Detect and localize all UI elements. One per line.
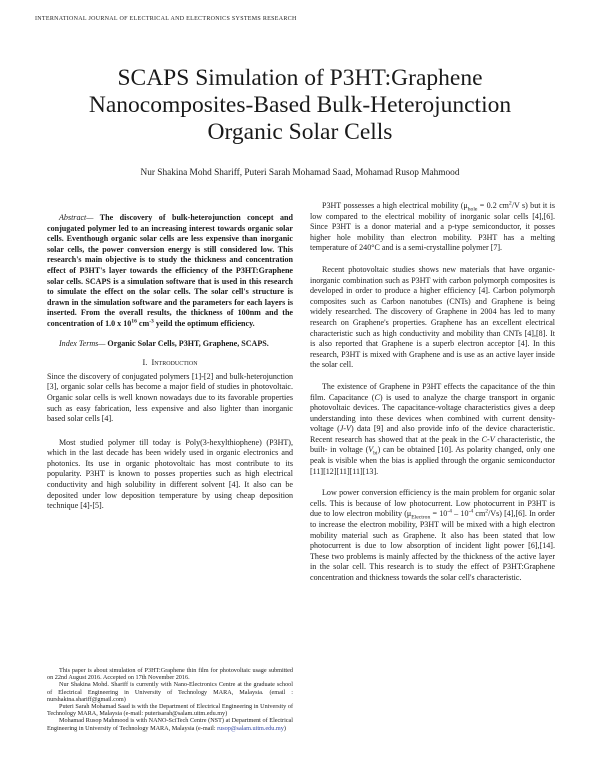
email-link[interactable]: rusop@salam.uitm.edu.my <box>217 724 284 732</box>
abstract-label: Abstract— <box>59 213 94 222</box>
text-run: /Vs) [4],[6]. In order to increase the electron mobility, P3HT will be mixed with a high electron mobility material such as Graphene. It also has been stated that low photocurrent is due to low absorption of incident light power [6],[14]. These two problems is mainly affected by the thickness of the active layer in the solar cell. This research is to study the effect of P3HT:Graphene concentration and thickness towards the solar cell's characteristic. <box>310 509 555 582</box>
body-paragraph <box>310 201 555 254</box>
footnotes <box>47 667 293 732</box>
text-run: – 10 <box>451 509 469 519</box>
intro-paragraph: Most studied polymer till today is Poly(3-hexylthiophene) (P3HT), which in the last decade has been widely used in organic electronics and photonics. Its use in organic photovoltaic has most contribute to its popularity. P3HT is known to posses properties such as high electrical conductivity and high solubility in different solvent [4]. It also can be deposited under low deposition temperature by using cheap deposition technique [4]-[5]. <box>47 437 293 511</box>
text-run: Low power conversion efficiency is the main problem for organic solar cells. This is because of low photocurrent. Low photocurrent in P3HT is due to low electron mobility (μ <box>310 488 555 519</box>
subscript: hole <box>467 206 478 213</box>
symbol: J-V <box>339 424 351 434</box>
index-terms-label: Index Terms— <box>59 338 106 348</box>
section-heading <box>47 358 293 369</box>
symbol: C-V <box>481 434 495 444</box>
text-run: ) is used to analyze the charge transport in organic photovoltaic devices. The capacitance-voltage characteristics gives a deep understanding into these devices when combined with current density-voltage ( <box>310 392 555 434</box>
text-run: /V s) but it is low compared to the electrical mobility of inorganic solar cells [4],[6]. Since P3HT is a donor material and a p-type semiconductor, it posses higher hole mobility than electron mobility. P3HT has a melting temperature of 240°C and is a semi-crystalline polymer [7]. <box>310 201 556 253</box>
abstract <box>47 213 293 330</box>
footnote-text: Mohamad Rusop Mahmood is with NANO-SciTech Centre (NST) at Department of Electrical Engineering in University of Technology MARA, Malaysia (e-mail: <box>47 717 293 732</box>
abstract-end: yeild the optimum efficiency. <box>153 318 255 328</box>
text-run: characteristic, the built- in voltage ( <box>310 434 555 455</box>
symbol: C <box>374 392 380 402</box>
index-terms <box>47 339 293 350</box>
journal-header: INTERNATIONAL JOURNAL OF ELECTRICAL AND ELECTRONICS SYSTEMS RESEARCH <box>35 16 297 22</box>
text-run: ) data [9] and also provide info of the device characteristic. Recent research has showed that at the peak in the <box>310 424 555 444</box>
title-line: SCAPS Simulation of P3HT:Graphene <box>117 65 483 91</box>
text-run: ) can be obtained [10]. As polarity changed, only one peak is visible when the bias is applied through the organic semiconductor [11][12][11][11][13]. <box>310 445 556 476</box>
right-column <box>310 201 555 584</box>
body-paragraph: Recent photovoltaic studies shows new materials that have organic-inorganic combination such as P3HT with carbon polymorph composites is developed in order to produce a higher efficiency [4]. Carbon polymorph composites such as Carbon nanotubes (CNTs) and Graphene is being widely researched. The discovery of Graphene in 2004 has led to many research on Graphene's properties. Graphene has an excellent electrical characteristic such as high conductivity and mobility than CNTs [4],[8]. It is also reported that Graphene is a superb electron acceptor [4]. In this research, P3HT is mixed with Graphene and is use as an active layer inside the solar cell. <box>310 264 555 370</box>
footnote: Nur Shakina Mohd. Shariff is currently with Nano-Electronics Centre at the graduate school of Electrical Engineering in University of Technology MARA, Malaysia. (email : nurshakina.shariff@gmail.com) <box>47 681 293 703</box>
superscript: 2 <box>485 508 489 515</box>
intro-paragraph: Since the discovery of conjugated polymers [1]-[2] and bulk-heterojunction [3], organic solar cells has become a major field of studies in photovoltaic. Organic solar cells is well known nowadays due to its favorable properties such as easy fabrication, less expensive and also lighter than inorganic based solar cells [4]. <box>47 371 293 424</box>
subscript: Electron <box>411 515 431 522</box>
abstract-unit: cm <box>136 318 150 328</box>
superscript: -4 <box>447 508 452 515</box>
abstract-unit-exponent: -3 <box>149 318 154 325</box>
subscript: bi <box>373 451 378 458</box>
superscript: 2 <box>508 200 512 207</box>
index-terms-text: Organic Solar Cells, P3HT, Graphene, SCAPS. <box>105 338 269 348</box>
footnote: Puteri Sarah Mohamad Saad is with the Department of Electrical Engineering in University of Technology MARA, Malaysia (e-mail: puterisarah@salam.uitm.edu.my) <box>47 703 293 718</box>
text-run: The existence of Graphene in P3HT effects the capacitance of the thin film. Capacitance ( <box>310 381 555 402</box>
title-line: Organic Solar Cells <box>207 119 393 145</box>
body-paragraph <box>310 488 555 583</box>
left-column <box>47 213 293 512</box>
abstract-exponent: 16 <box>131 318 137 325</box>
superscript: -4 <box>468 508 474 515</box>
footnote: This paper is about simulation of P3HT:Graphene thin film for photovoltaic usage submitted on 22nd August 2016. Accepted on 17th November 2016. <box>47 667 293 682</box>
text-run: = 0.2 cm <box>477 201 509 210</box>
body-paragraph <box>310 382 555 477</box>
author-list: Nur Shakina Mohd Shariff, Puteri Sarah Mohamad Saad, Mohamad Rusop Mahmood <box>140 168 460 178</box>
footnote <box>47 717 293 731</box>
section-title: Introduction <box>151 358 198 368</box>
abstract-text: The discovery of bulk-heterojunction concept and conjugated polymer led to an increasing interest towards organic solar cells. Eventhough organic solar cells are less expensive than inorganic solar cells, the power conversion energy is still considered low. This research's main objective is to study the thickness and concentration effect of P3HT's layer towards the efficiency of the P3HT:Graphene solar cells. SCAPS is a simulation software that is used in this research to simulate the effect on the solar cells. The solar cell's structure is drawn in the simulation software and the parameters for each layers is inserted. From the overall results, the thickness of 100nm and the concentration of 1.0 x 10 <box>47 213 293 328</box>
footnote-end: ) <box>283 724 286 732</box>
text-run: P3HT possesses a high electrical mobility (μ <box>322 201 468 210</box>
section-number: I. <box>142 358 148 368</box>
text-run: = 10 <box>430 509 448 519</box>
title-line: Nanocomposites-Based Bulk-Heterojunction <box>88 92 512 118</box>
text-run: cm <box>473 509 486 519</box>
symbol: V <box>368 445 374 455</box>
paper-title <box>30 65 570 146</box>
